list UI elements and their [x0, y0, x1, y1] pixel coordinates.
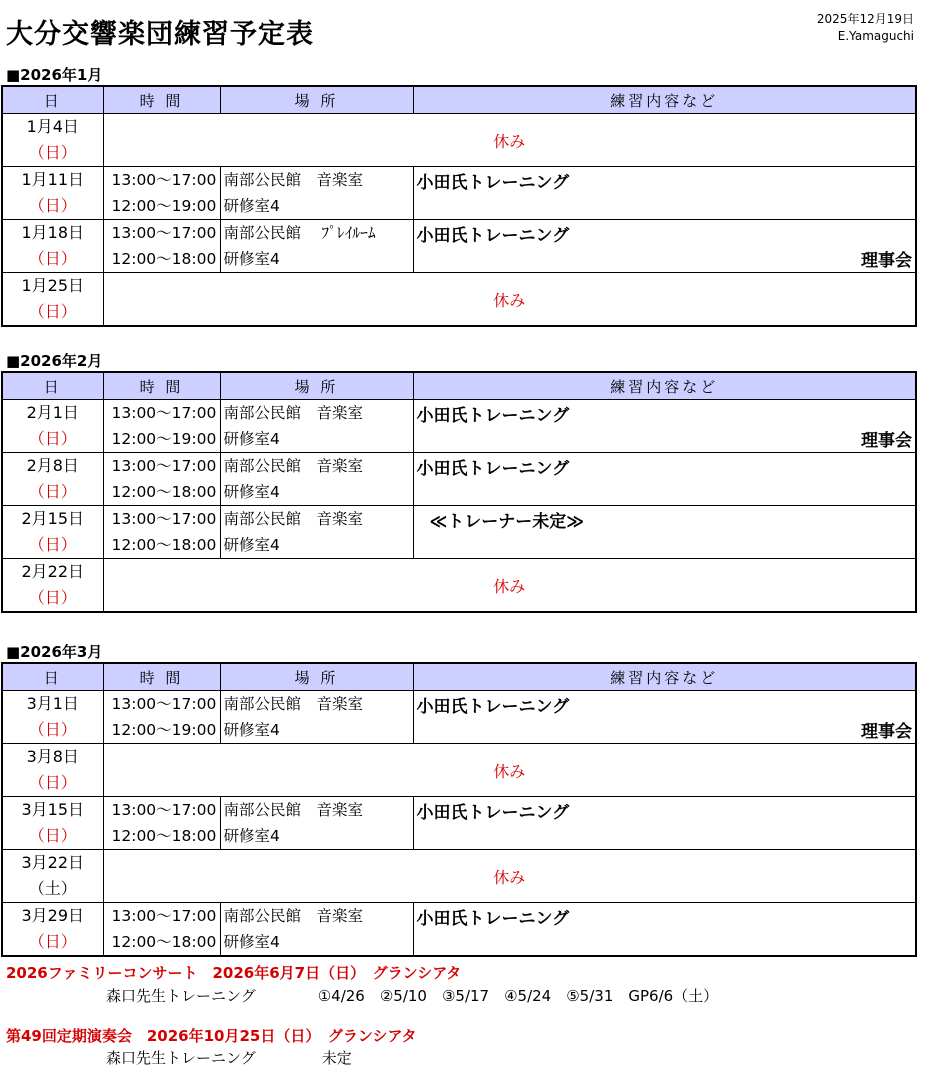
month-label: ■2026年3月 — [6, 643, 103, 661]
table-header-row — [2, 663, 916, 691]
schedule-table — [1, 371, 917, 613]
date-text: 2月1日 — [26, 403, 79, 422]
place-cell — [220, 220, 413, 273]
rest-cell: 休み — [103, 273, 916, 327]
date-cell — [2, 850, 103, 903]
time-range: 12:00～18:00 — [111, 827, 217, 845]
practice-note: 理事会 — [861, 251, 912, 271]
event1-training — [6, 985, 718, 1006]
content-cell — [413, 167, 916, 220]
content-cell — [413, 220, 916, 273]
weekday-text: （日） — [28, 302, 77, 321]
date-cell — [2, 691, 103, 744]
date-cell — [2, 400, 103, 453]
weekday-text: （日） — [28, 720, 77, 739]
table-row — [2, 691, 916, 744]
date-cell — [2, 744, 103, 797]
date-text: 3月8日 — [26, 747, 79, 766]
date-text: 1月11日 — [21, 170, 85, 189]
place-name: 研修室4 — [223, 430, 280, 448]
date-text: 2月8日 — [26, 456, 79, 475]
date-text: 1月4日 — [26, 117, 79, 136]
time-range: 13:00～17:00 — [111, 801, 217, 819]
table-row — [2, 453, 916, 506]
content-cell — [413, 453, 916, 506]
place-name: 南部公民館 音楽室 — [223, 457, 364, 475]
date-cell — [2, 559, 103, 613]
schedule-table — [1, 662, 917, 957]
time-cell — [103, 506, 220, 559]
time-range: 12:00～18:00 — [111, 933, 217, 951]
table-row — [2, 506, 916, 559]
place-cell — [220, 797, 413, 850]
page-title: 大分交響楽団練習予定表 — [6, 19, 314, 50]
time-range: 13:00～17:00 — [111, 510, 217, 528]
time-range: 13:00～17:00 — [111, 907, 217, 925]
place-cell — [220, 400, 413, 453]
practice-content: 小田氏トレーニング — [416, 803, 570, 823]
date-cell — [2, 273, 103, 327]
event1-title: 2026ファミリーコンサート 2026年6月7日（日） グランシアタ — [6, 964, 462, 982]
place-name: 南部公民館 音楽室 — [223, 907, 364, 925]
header-content: 練習内容など — [413, 86, 916, 114]
date-text: 2月22日 — [21, 562, 85, 581]
header-time: 時 間 — [103, 663, 220, 691]
place-name: 研修室4 — [223, 483, 280, 501]
event1-training-label: 森口先生トレーニング — [106, 987, 256, 1005]
weekday-text: （日） — [28, 143, 77, 162]
place-name: 研修室4 — [223, 721, 280, 739]
date-text: 3月1日 — [26, 694, 79, 713]
schedule-table — [1, 85, 917, 327]
weekday-text: （日） — [28, 249, 77, 268]
date-text: 1月18日 — [21, 223, 85, 242]
content-cell — [413, 691, 916, 744]
time-range: 13:00～17:00 — [111, 457, 217, 475]
table-row — [2, 220, 916, 273]
date-cell — [2, 167, 103, 220]
place-name: 南部公民館 音楽室 — [223, 404, 364, 422]
content-cell — [413, 400, 916, 453]
header-content: 練習内容など — [413, 372, 916, 400]
weekday-text: （日） — [28, 773, 77, 792]
time-range: 12:00～18:00 — [111, 536, 217, 554]
date-cell — [2, 220, 103, 273]
time-range: 13:00～17:00 — [111, 695, 217, 713]
time-cell — [103, 453, 220, 506]
date-cell — [2, 903, 103, 957]
place-name: 研修室4 — [223, 536, 280, 554]
time-range: 12:00～19:00 — [111, 430, 217, 448]
date-cell — [2, 797, 103, 850]
time-range: 12:00～18:00 — [111, 250, 217, 268]
place-name: 南部公民館 音楽室 — [223, 510, 364, 528]
time-cell — [103, 691, 220, 744]
table-row — [2, 167, 916, 220]
practice-note: 理事会 — [861, 431, 912, 451]
header-content: 練習内容など — [413, 663, 916, 691]
date-cell — [2, 506, 103, 559]
practice-content: ≪トレーナー未定≫ — [429, 512, 585, 532]
time-cell — [103, 797, 220, 850]
table-row — [2, 273, 916, 327]
place-cell — [220, 506, 413, 559]
weekday-text: （日） — [28, 482, 77, 501]
time-cell — [103, 220, 220, 273]
place-name: 研修室4 — [223, 250, 280, 268]
event2-training-schedule: 未定 — [321, 1049, 352, 1067]
weekday-text: （日） — [28, 932, 77, 951]
date-cell — [2, 453, 103, 506]
practice-content: 小田氏トレーニング — [416, 697, 570, 717]
time-range: 13:00～17:00 — [111, 171, 217, 189]
content-cell — [413, 797, 916, 850]
time-range: 13:00～17:00 — [111, 224, 217, 242]
document-meta — [817, 11, 914, 45]
weekday-text: （日） — [28, 196, 77, 215]
weekday-text: （日） — [28, 826, 77, 845]
header-place: 場 所 — [220, 663, 413, 691]
content-cell — [413, 506, 916, 559]
month-label: ■2026年2月 — [6, 352, 103, 370]
event2-training-label: 森口先生トレーニング — [106, 1049, 256, 1067]
time-cell — [103, 167, 220, 220]
rest-cell: 休み — [103, 744, 916, 797]
place-name: 研修室4 — [223, 197, 280, 215]
date-text: 3月15日 — [21, 800, 85, 819]
place-name: 南部公民館 音楽室 — [223, 171, 364, 189]
table-row — [2, 850, 916, 903]
date-cell — [2, 114, 103, 167]
table-header-row — [2, 86, 916, 114]
header-place: 場 所 — [220, 372, 413, 400]
table-row — [2, 797, 916, 850]
issue-date: 2025年12月19日 — [816, 12, 914, 26]
table-header-row — [2, 372, 916, 400]
header-date: 日 — [2, 663, 103, 691]
month-label: ■2026年1月 — [6, 66, 103, 84]
event1-training-schedule: ①4/26 ②5/10 ③5/17 ④5/24 ⑤5/31 GP6/6（土） — [317, 987, 719, 1005]
event2-title: 第49回定期演奏会 2026年10月25日（日） グランシアタ — [6, 1027, 417, 1045]
place-name: 南部公民館 音楽室 — [223, 695, 364, 713]
rest-cell: 休み — [103, 114, 916, 167]
table-row — [2, 903, 916, 957]
author-name: E.Yamaguchi — [837, 29, 914, 43]
weekday-text: （日） — [28, 588, 77, 607]
practice-content: 小田氏トレーニング — [416, 459, 570, 479]
header-time: 時 間 — [103, 86, 220, 114]
time-range: 13:00～17:00 — [111, 404, 217, 422]
practice-content: 小田氏トレーニング — [416, 173, 570, 193]
date-text: 1月25日 — [21, 276, 85, 295]
place-name: 南部公民館 ﾌﾟﾚｲﾙｰﾑ — [223, 224, 376, 242]
practice-content: 小田氏トレーニング — [416, 226, 570, 246]
rest-cell: 休み — [103, 850, 916, 903]
time-range: 12:00～19:00 — [111, 197, 217, 215]
place-name: 研修室4 — [223, 933, 280, 951]
practice-content: 小田氏トレーニング — [416, 406, 570, 426]
date-text: 2月15日 — [21, 509, 85, 528]
header-place: 場 所 — [220, 86, 413, 114]
practice-note: 理事会 — [861, 722, 912, 742]
time-cell — [103, 400, 220, 453]
date-text: 3月22日 — [21, 853, 85, 872]
event2-training — [6, 1047, 352, 1068]
table-row — [2, 114, 916, 167]
place-cell — [220, 903, 413, 957]
table-row — [2, 400, 916, 453]
place-cell — [220, 691, 413, 744]
time-range: 12:00～19:00 — [111, 721, 217, 739]
weekday-text: （土） — [28, 879, 77, 898]
place-cell — [220, 167, 413, 220]
header-date: 日 — [2, 86, 103, 114]
rest-cell: 休み — [103, 559, 916, 613]
time-cell — [103, 903, 220, 957]
place-cell — [220, 453, 413, 506]
place-name: 南部公民館 音楽室 — [223, 801, 364, 819]
practice-content: 小田氏トレーニング — [416, 909, 570, 929]
weekday-text: （日） — [28, 535, 77, 554]
header-time: 時 間 — [103, 372, 220, 400]
date-text: 3月29日 — [21, 906, 85, 925]
time-range: 12:00～18:00 — [111, 483, 217, 501]
place-name: 研修室4 — [223, 827, 280, 845]
header-date: 日 — [2, 372, 103, 400]
table-row — [2, 559, 916, 613]
content-cell — [413, 903, 916, 957]
table-row — [2, 744, 916, 797]
weekday-text: （日） — [28, 429, 77, 448]
